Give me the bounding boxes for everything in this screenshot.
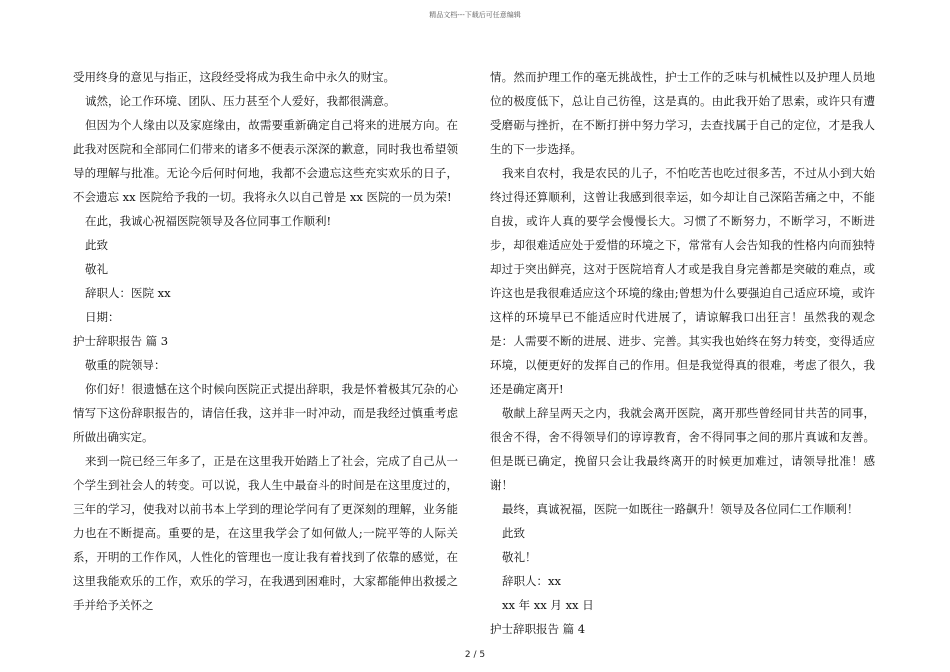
paragraph: 此致 (502, 526, 525, 540)
page-header: 精品文档---下载后可任意编辑 (429, 11, 521, 19)
paragraph: 情。然而护理工作的毫无挑战性，护士工作的乏味与机械性以及护理人员地位的极度低下，总让自己彷徨，这是真的。由此我开始了思索，或许只有遭受磨砺与挫折，在不断打拼中努力学习，去查找属于自己的定位，才是我人生的下一步选择。 (490, 70, 875, 156)
paragraph: 此致 (85, 238, 108, 252)
paragraph: 日期： (85, 310, 120, 324)
paragraph: xx 年 xx 月 xx 日 (502, 598, 594, 612)
paragraph: 最终，真诚祝福，医院一如既往一路飙升！领导及各位同仁工作顺利！ (502, 502, 859, 516)
paragraph: 但因为个人缘由以及家庭缘由，故需要重新确定自己将来的进展方向。在此我对医院和全部同仁们带来的诸多不便表示深深的歉意，同时我也希望领导的理解与批准。无论今后何时何地，我都不会遗忘这些充实欢乐的日子，不会遗忘 xx 医院给予我的一切。我将永久以自己曾是 xx 医院的一员为荣! (73, 118, 458, 204)
paragraph: 敬献上辞呈两天之内，我就会离开医院，离开那些曾经同甘共苦的同事，很舍不得，舍不得领导们的谆谆教育，舍不得同事之间的那片真诚和友善。但是既已确定，挽留只会让我最终离开的时候更加难过，请领导批准！感谢！ (490, 406, 875, 492)
paragraph: 你们好！很遗憾在这个时候向医院正式提出辞职，我是怀着极其冗杂的心情写下这份辞职报告的，请信任我，这并非一时冲动，而是我经过慎重考虑所做出确实定。 (73, 382, 458, 444)
left-text-column (73, 65, 458, 617)
paragraph: 来到一院已经三年多了，正是在这里我开始踏上了社会，完成了自己从一个学生到社会人的转变。可以说，我人生中最奋斗的时间是在这里度过的，三年的学习，使我对以前书本上学到的理论学问有了更深刻的理解，业务能力也在不断提高。重要的是，在这里我学会了如何做人;一院平等的人际关系，开明的工作作风，人性化的管理也一度让我有着找到了依靠的感觉，在这里我能欢乐的工作，欢乐的学习，在我遇到困难时，大家都能伸出救援之手并给予关怀之 (73, 454, 458, 612)
paragraph: 敬礼！ (502, 550, 537, 564)
paragraph: 护士辞职报告 篇 4 (490, 622, 586, 636)
paragraph: 诚然，论工作环境、团队、压力甚至个人爱好，我都很满意。 (85, 94, 396, 108)
paragraph: 敬重的院领导： (85, 358, 166, 372)
paragraph: 敬礼 (85, 262, 108, 276)
paragraph: 辞职人：xx (502, 574, 561, 588)
right-text-column (490, 65, 875, 641)
page-number: 2 / 5 (464, 650, 486, 660)
paragraph: 辞职人：医院 xx (85, 286, 171, 300)
paragraph: 护士辞职报告 篇 3 (73, 334, 169, 348)
paragraph: 受用终身的意见与指正，这段经受将成为我生命中永久的财宝。 (73, 70, 395, 84)
paragraph: 在此，我诚心祝福医院领导及各位同事工作顺利! (85, 214, 332, 228)
paragraph: 我来自农村，我是农民的儿子，不怕吃苦也吃过很多苦，不过从小到大始终过得还算顺利，这曾让我感到很幸运，如今却让自己深陷苦痛之中，不能自拔，或许人真的要学会慢慢长大。习惯了不断努力，不断学习，不断进步，却很难适应处于爱惜的环境之下，常常有人会告知我的性格内向而独特却过于突出鲜亮，这对于医院培育人才或是我自身完善都是突破的难点，或许这也是我很难适应这个环境的缘由;曾想为什么要强迫自己适应环境，或许这样的环境早已不能适应时代进展了，请谅解我口出狂言！虽然我的观念是：人需要不断的进展、进步、完善。其实我也始终在努力转变，变得适应环境，以便更好的发挥自己的作用。但是我觉得真的很难，考虑了很久，我还是确定离开! (490, 166, 875, 396)
